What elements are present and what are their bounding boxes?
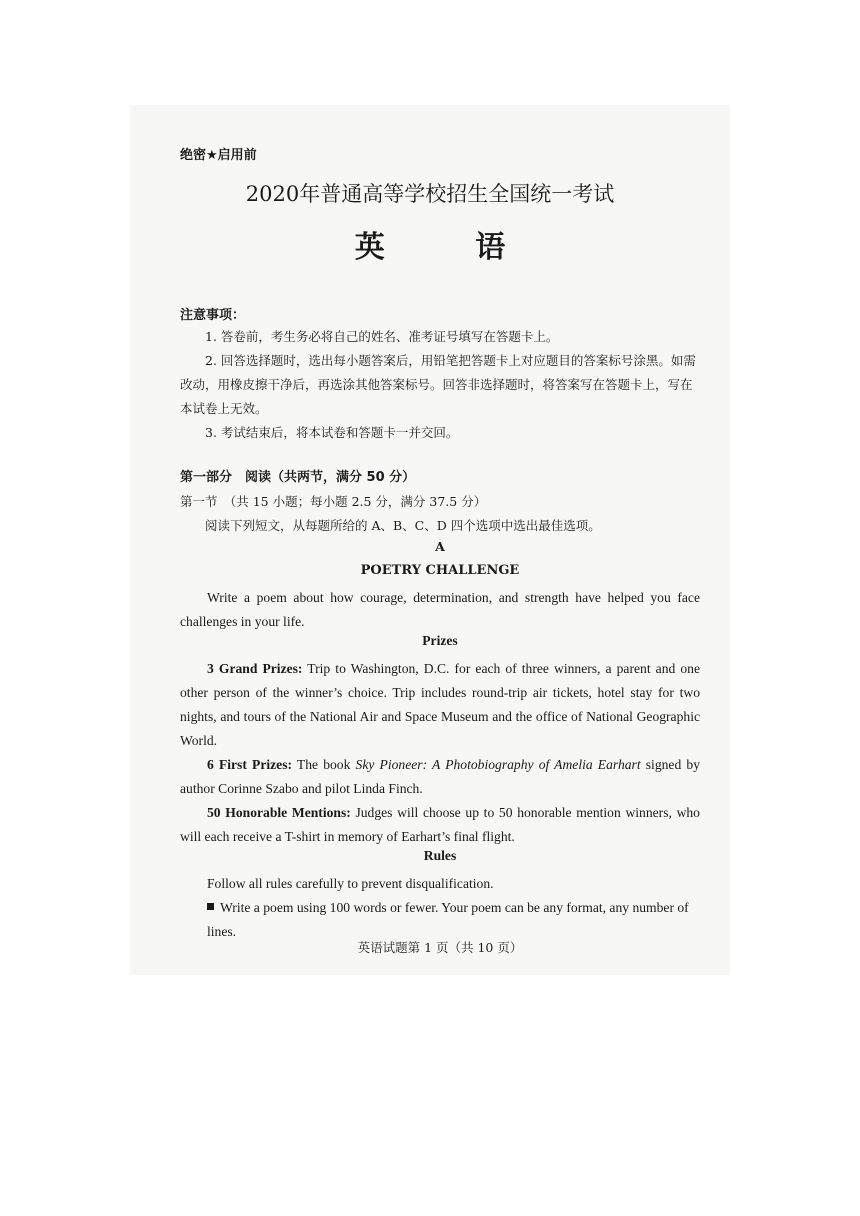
section1-heading: 第一节 （共 15 小题；每小题 2.5 分，满分 37.5 分） [180,494,487,509]
grand-prize-paragraph [180,657,700,753]
passage-intro: Write a poem about how courage, determination, and strength have helped you face challenges in your life. [180,590,700,629]
passage-title: POETRY CHALLENGE [360,563,520,578]
passage-letter: A [435,539,445,554]
grand-prize-label: 3 Grand Prizes: [207,661,303,676]
grand-prize-text: Trip to Washington, D.C. for each of three winners, a parent and one other person of the winner’s choice. Trip includes round-trip air tickets, hotel stay for two nights, and tours of the National Air and Space Museum and the office of National Geographic World. [180,661,700,748]
prizes-heading: Prizes [422,633,458,648]
note-item-1: 1. 答卷前，考生务必将自己的姓名、准考证号填写在答题卡上。 [205,329,559,344]
reading-instruction: 阅读下列短文，从每题所给的 A、B、C、D 四个选项中选出最佳选项。 [205,518,601,533]
honorable-mention-label: 50 Honorable Mentions: [207,805,351,820]
first-prize-paragraph [180,753,700,801]
exam-title: 2020年普通高等学校招生全国统一考试 [245,182,615,206]
bullet-icon [207,903,214,910]
book-title: Sky Pioneer: A Photobiography of Amelia Earhart [355,757,641,772]
part1-heading: 第一部分 阅读（共两节，满分 50 分） [180,470,416,485]
rule-item-1-text: Write a poem using 100 words or fewer. Your poem can be any format, any number of lines. [207,900,689,939]
rules-heading: Rules [423,848,457,863]
confidential-label: 绝密★启用前 [180,148,257,163]
first-prize-text-a: The book [292,757,356,772]
subject-title: 英 语 [354,230,546,265]
note-item-2: 2. 回答选择题时，选出每小题答案后，用铅笔把答题卡上对应题目的答案标号涂黑。如需改动，用橡皮擦干净后，再选涂其他答案标号。回答非选择题时，将答案写在答题卡上，写在本试卷上无效。 [180,353,696,416]
note-item-3: 3. 考试结束后，将本试卷和答题卡一并交回。 [205,425,459,440]
honorable-mention-text: Judges will choose up to 50 honorable mention winners, who will each receive a T-shirt in memory of Earhart’s final flight. [180,805,700,844]
page-footer: 英语试题第 1 页（共 10 页） [357,940,523,955]
notes-heading: 注意事项： [180,308,246,323]
rules-intro: Follow all rules carefully to prevent disqualification. [207,876,494,891]
first-prize-label: 6 First Prizes: [207,757,293,772]
honorable-mention-paragraph [180,801,700,849]
first-prize-text-b: signed by author Corinne Szabo and pilot Linda Finch. [180,757,700,796]
rule-item-1 [207,896,700,944]
